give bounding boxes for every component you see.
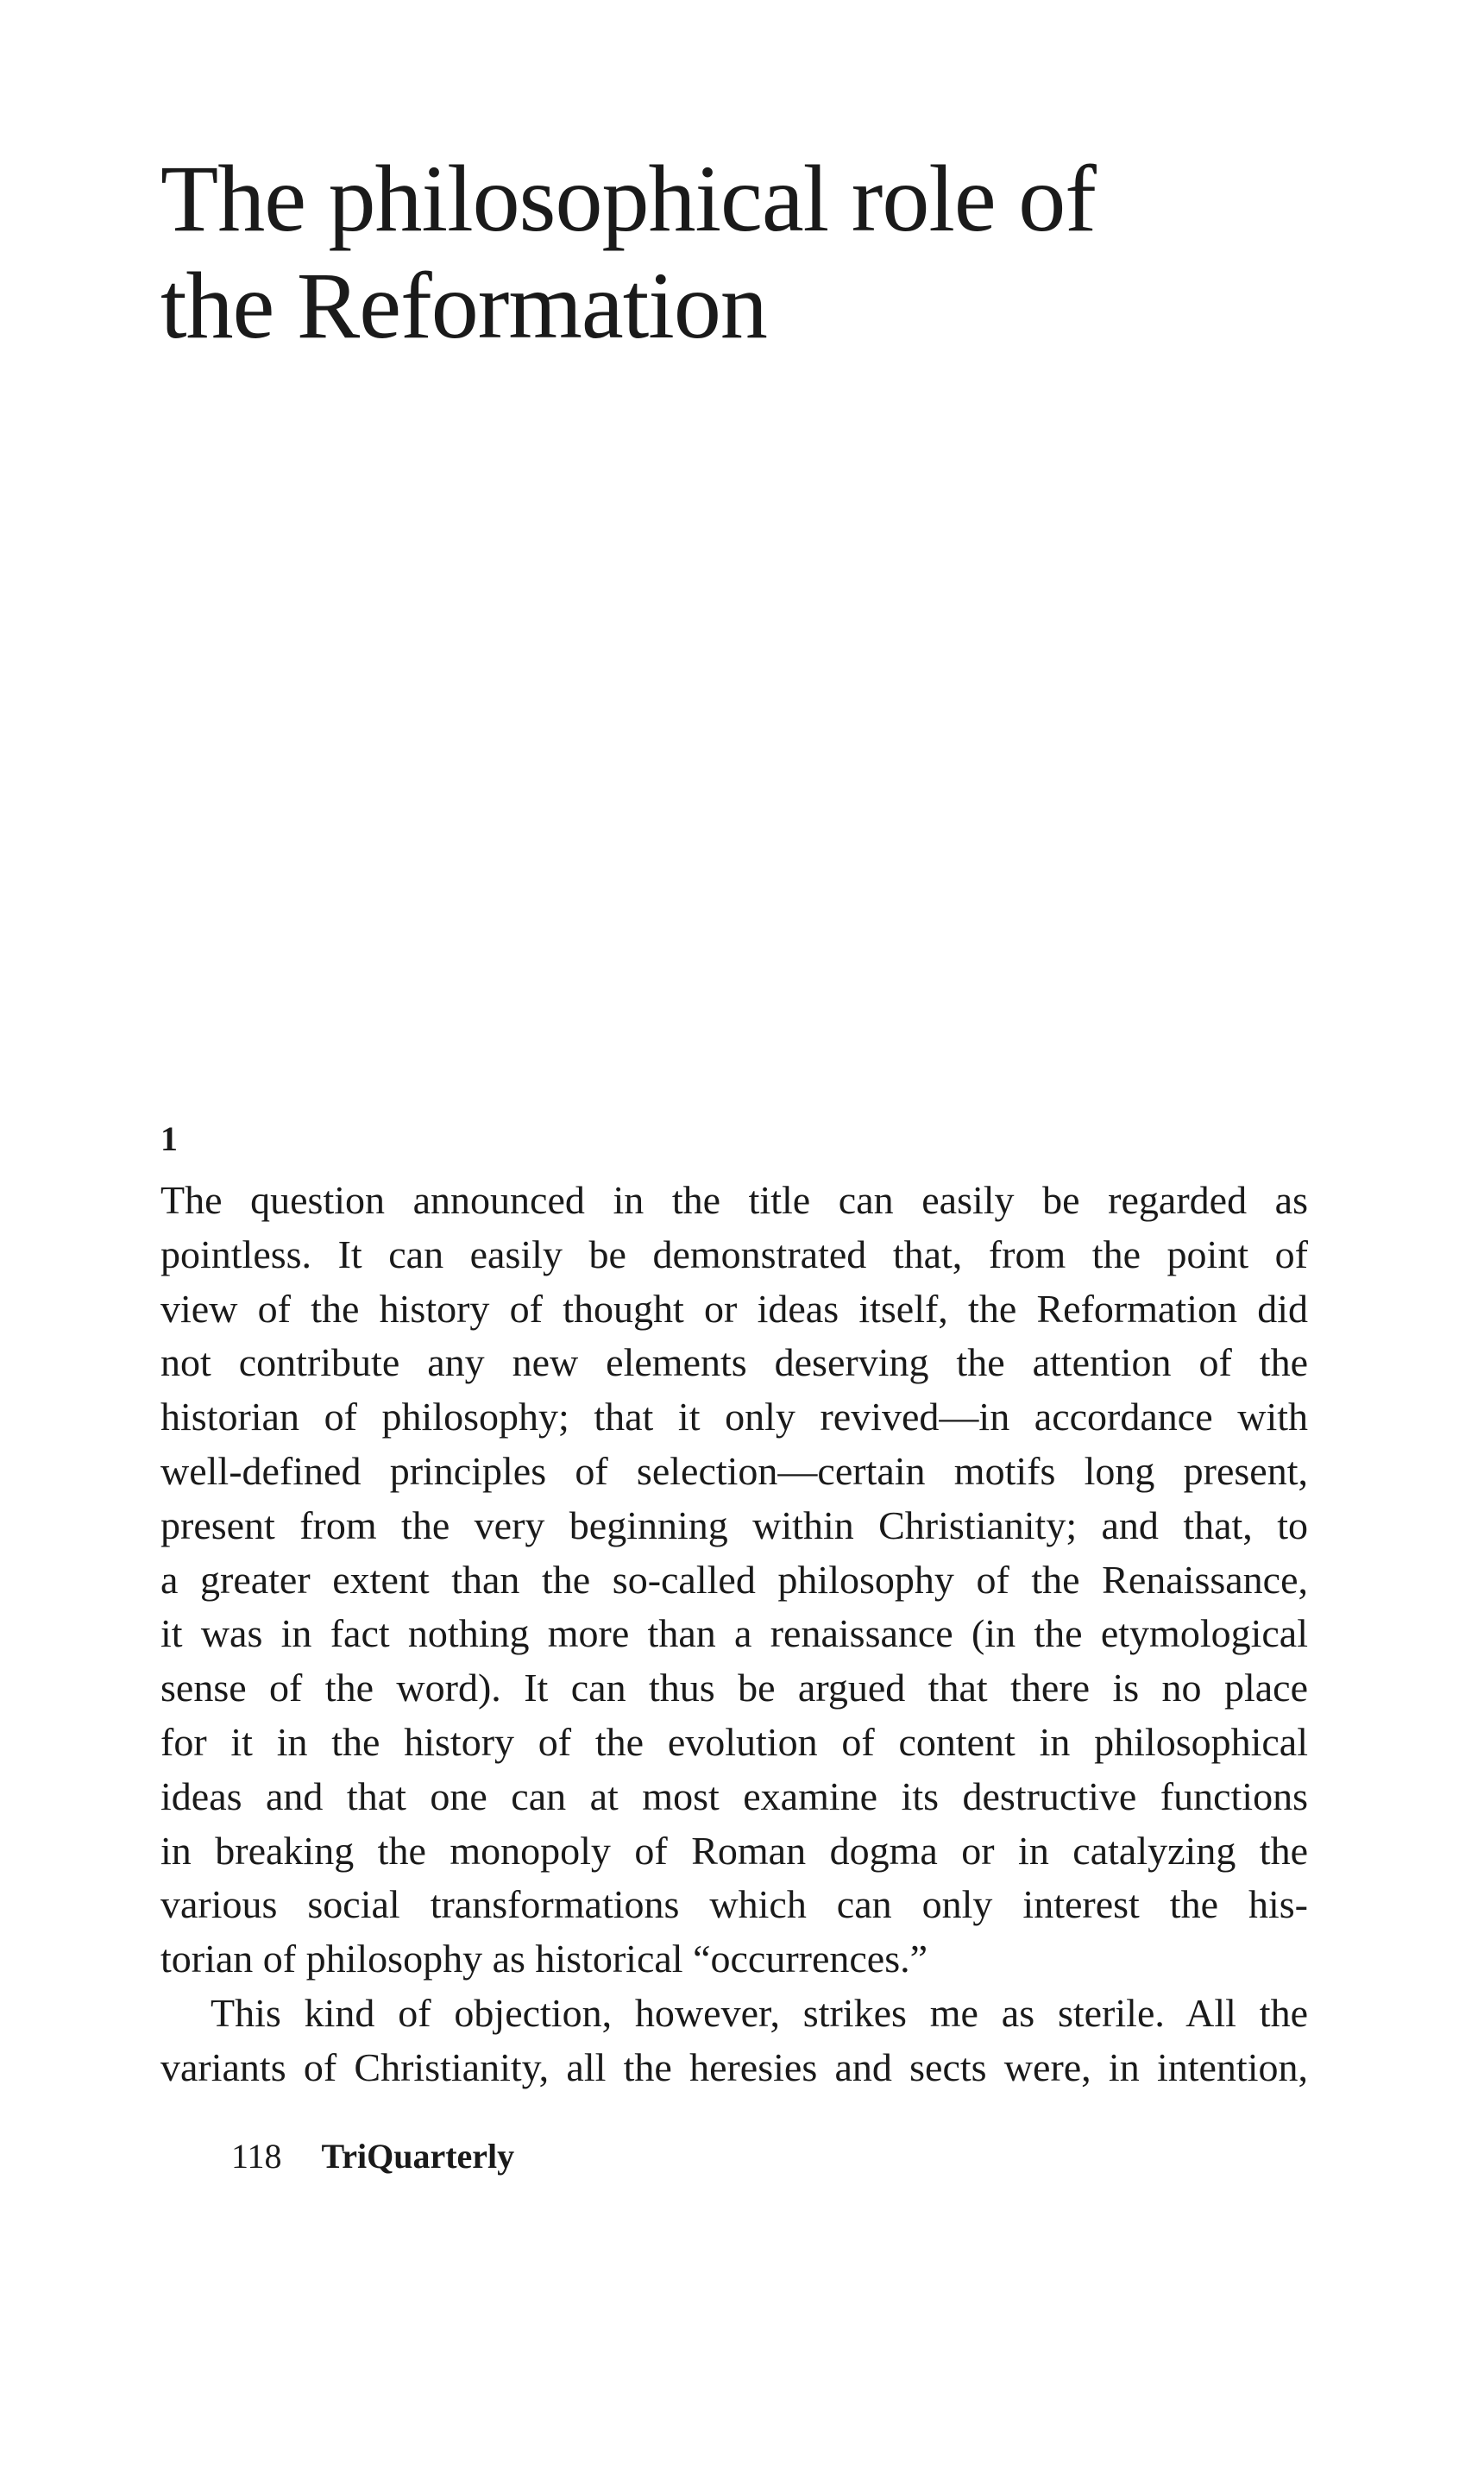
body-line: well-defined principles of selection—certain motifs long present,: [160, 1448, 1308, 1493]
title-line-1: The philosophical role of: [160, 146, 1096, 251]
body-line: The question announced in the title can easily be regarded as: [160, 1178, 1308, 1222]
paragraph-2: [160, 1987, 1308, 2095]
body-line: in breaking the monopoly of Roman dogma or in catalyzing the: [160, 1828, 1308, 1873]
body-line: sense of the word). It can thus be argued that there is no place: [160, 1666, 1308, 1710]
article-body: [160, 1174, 1308, 2095]
body-line: for it in the history of the evolution of content in philosophical: [160, 1719, 1308, 1764]
title-line-2: the Reformation: [160, 253, 767, 358]
body-line: present from the very beginning within Christianity; and that, to: [160, 1502, 1308, 1547]
body-line: This kind of objection, however, strikes me as sterile. All the: [211, 1990, 1308, 2035]
body-line: ideas and that one can at most examine its destructive functions: [160, 1773, 1308, 1818]
body-line: a greater extent than the so-called philosophy of the Renaissance,: [160, 1557, 1308, 1602]
paragraph-1: [160, 1174, 1308, 1987]
journal-name: TriQuarterly: [321, 2137, 515, 2176]
body-line: view of the history of thought or ideas itself, the Reformation did: [160, 1286, 1308, 1331]
body-line: not contribute any new elements deserving the attention of the: [160, 1340, 1308, 1385]
body-line: torian of philosophy as historical “occurrences.”: [160, 1937, 928, 1981]
body-line: it was in fact nothing more than a renaissance (in the etymological: [160, 1611, 1308, 1656]
body-line: various social transformations which can only interest the his-: [160, 1882, 1308, 1927]
body-line: historian of philosophy; that it only revived—in accordance with: [160, 1395, 1308, 1439]
body-line: pointless. It can easily be demonstrated that, from the point of: [160, 1231, 1308, 1276]
page-number: 118: [231, 2137, 282, 2176]
section-number: 1: [160, 1119, 178, 1158]
page-footer: [231, 2136, 514, 2177]
body-line: variants of Christianity, all the heresies and sects were, in intention,: [160, 2044, 1308, 2089]
article-title: [160, 145, 1368, 359]
